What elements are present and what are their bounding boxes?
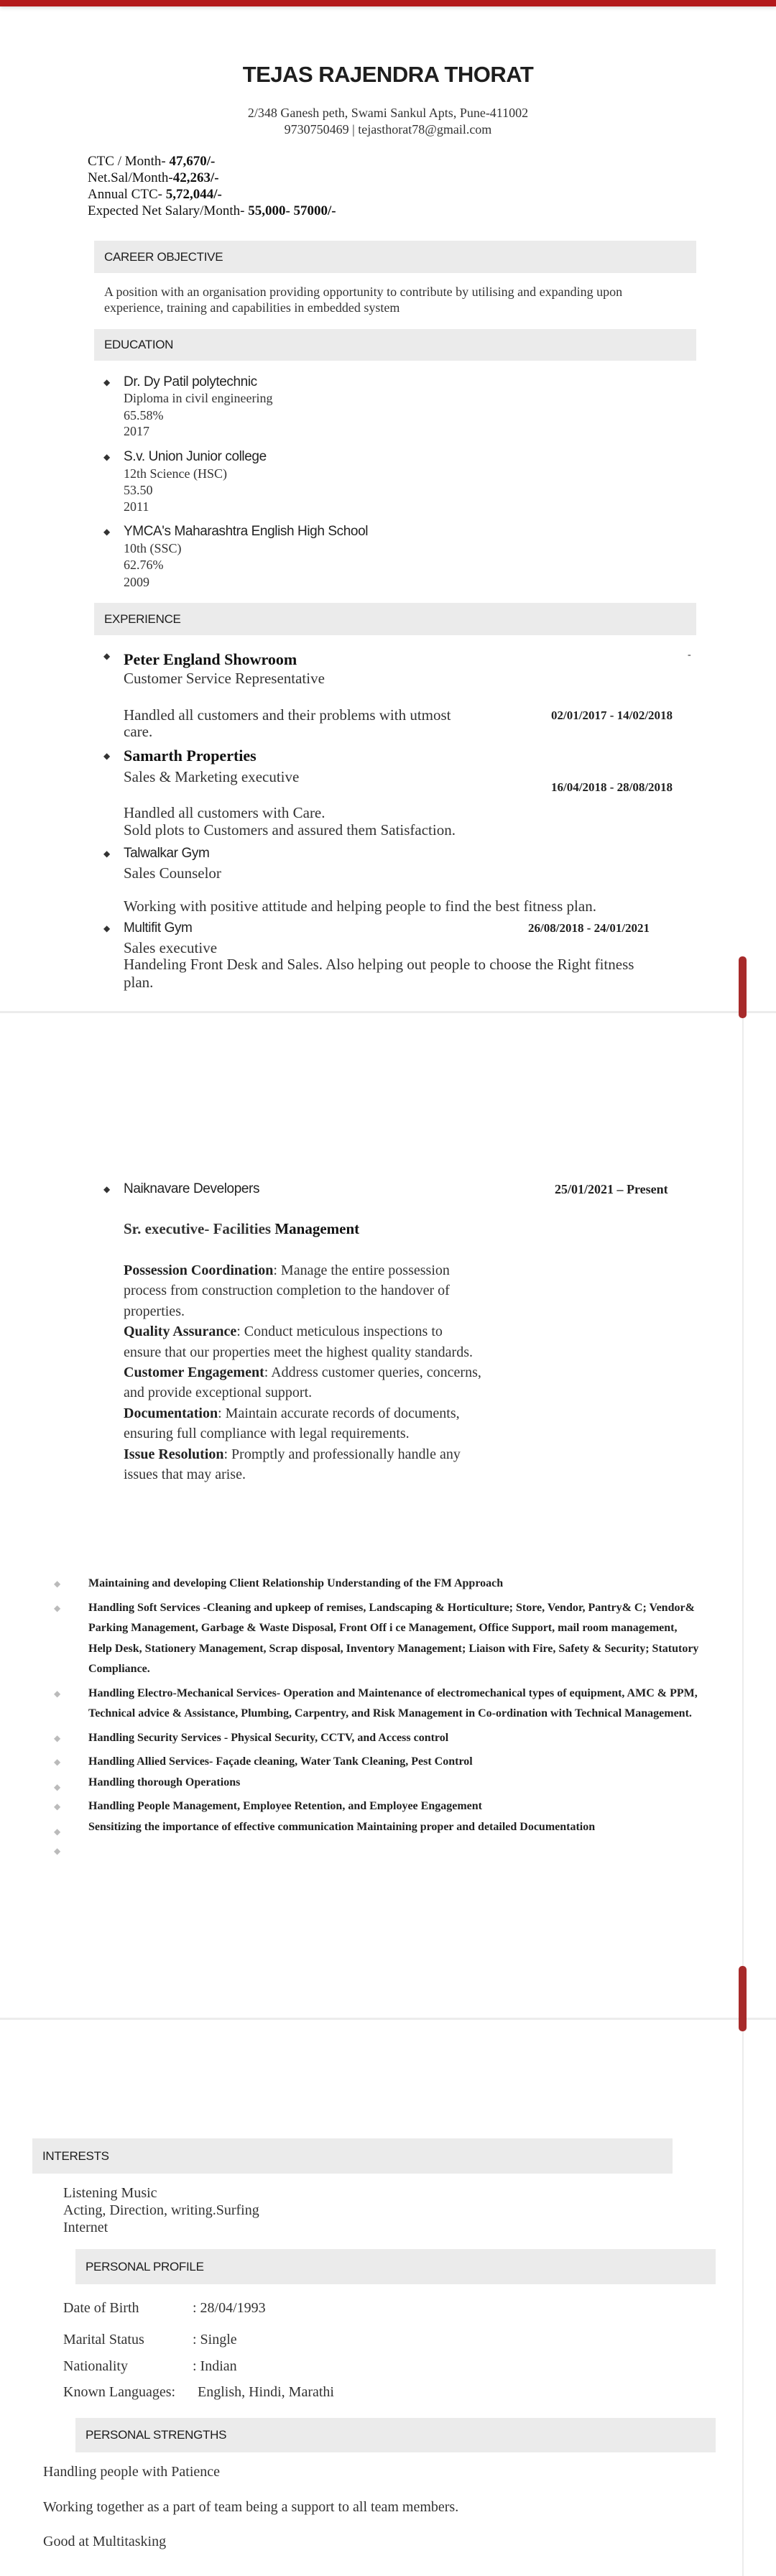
list-item <box>56 1684 703 1725</box>
experience-desc: Handeling Front Desk and Sales. Also helping out people to choose the Right fitness <box>124 956 634 973</box>
list-item-text: Handling People Management, Employee Retention, and Employee Engagement <box>88 1800 482 1812</box>
list-item <box>56 1752 703 1773</box>
bullet-icon: ◆ <box>54 1688 61 1699</box>
responsibilities-block <box>124 1260 483 1485</box>
section-header-experience <box>94 603 696 635</box>
salary-expected <box>88 204 336 218</box>
experience-org: Peter England Showroom <box>124 650 297 668</box>
list-item <box>56 1773 703 1793</box>
interest-item: Internet <box>63 2220 108 2235</box>
profile-label: Date of Birth <box>63 2300 139 2316</box>
experience-role: Sales executive <box>124 939 218 956</box>
strength-item: Handling people with Patience <box>43 2464 221 2480</box>
bullet-icon: ◆ <box>54 1826 61 1837</box>
list-item <box>56 1817 703 1838</box>
experience-role: Customer Service Representative <box>124 670 325 687</box>
education-year: 2017 <box>124 424 149 438</box>
page-break <box>0 1011 776 1013</box>
experience-mark: - <box>688 650 691 660</box>
responsibility-text: : Promptly and professionally handle any issues that may arise. <box>124 1446 461 1483</box>
list-item <box>56 1574 703 1594</box>
responsibility-text: : Address customer queries, concerns, and provide exceptional support. <box>124 1365 481 1401</box>
experience-org: Naiknavare Developers <box>124 1181 260 1196</box>
interest-item: Acting, Direction, writing.Surfing <box>63 2202 259 2218</box>
list-item <box>56 1728 703 1749</box>
list-item-text: Handling Allied Services- Façade cleaning, Water Tank Cleaning, Pest Control <box>88 1755 473 1768</box>
fm-duties-list <box>56 1574 703 1865</box>
list-item-text: Handling thorough Operations <box>88 1776 241 1788</box>
responsibility-label: Issue Resolution <box>124 1446 224 1462</box>
role-text: Management <box>274 1220 360 1237</box>
experience-desc: Working with positive attitude and helping people to find the best fitness plan. <box>124 897 596 915</box>
section-header-education <box>94 329 696 361</box>
list-item <box>56 1598 703 1680</box>
bullet-icon: ◆ <box>103 923 111 933</box>
experience-dates: 16/04/2018 - 28/08/2018 <box>551 780 673 794</box>
responsibility-label: Quality Assurance <box>124 1324 237 1340</box>
salary-label: CTC / Month- <box>88 154 170 169</box>
profile-label: Known Languages: <box>63 2384 176 2400</box>
bullet-icon: ◆ <box>54 1579 61 1589</box>
bullet-icon: ◆ <box>103 849 111 859</box>
education-year: 2009 <box>124 575 149 589</box>
bullet-icon: ◆ <box>54 1757 61 1767</box>
experience-org: Multifit Gym <box>124 920 193 936</box>
salary-value: 55,000- 57000/- <box>248 203 336 218</box>
education-school: Dr. Dy Patil polytechnic <box>124 374 257 389</box>
bullet-icon: ◆ <box>54 1846 61 1856</box>
salary-annual-ctc <box>88 188 222 201</box>
education-school: YMCA's Maharashtra English High School <box>124 524 369 539</box>
experience-role <box>124 1222 359 1237</box>
section-header-personal-profile <box>75 2249 716 2284</box>
responsibility-item <box>124 1321 483 1362</box>
address: 2/348 Ganesh peth, Swami Sankul Apts, Pune-411002 <box>247 106 529 120</box>
education-score: 62.76% <box>124 558 164 572</box>
education-course: Diploma in civil engineering <box>124 391 273 405</box>
education-score: 65.58% <box>124 408 164 423</box>
responsibility-text: : Conduct meticulous inspections to ensure that our properties meet the highest quality standards. <box>124 1324 473 1360</box>
experience-org: Samarth Properties <box>124 747 257 765</box>
scrollbar-thumb[interactable] <box>739 1966 747 2031</box>
profile-label: Marital Status <box>63 2332 144 2348</box>
strength-item: Working together as a part of team being a support to all team members. <box>43 2499 459 2515</box>
education-year: 2011 <box>124 499 149 514</box>
education-score: 53.50 <box>124 483 153 497</box>
education-course: 10th (SSC) <box>124 541 182 555</box>
profile-value: : Indian <box>193 2358 237 2374</box>
salary-ctc-month <box>88 154 215 168</box>
responsibility-label: Customer Engagement <box>124 1365 264 1381</box>
section-title: EXPERIENCE <box>104 611 181 626</box>
list-item-text: Sensitizing the importance of effective communication Maintaining proper and detailed Documentation <box>88 1820 596 1833</box>
contact-info: 9730750469 | tejasthorat78@gmail.com <box>284 122 492 137</box>
profile-value: : Single <box>193 2332 237 2348</box>
experience-desc: plan. <box>124 974 154 991</box>
experience-dates: 25/01/2021 – Present <box>555 1182 668 1196</box>
profile-value: : 28/04/1993 <box>193 2300 266 2316</box>
salary-value: 47,670/- <box>169 154 216 169</box>
list-item-text: Maintaining and developing Client Relationship Understanding of the FM Approach <box>88 1577 504 1589</box>
salary-label: Annual CTC- <box>88 187 166 202</box>
objective-line: experience, training and capabilities in embedded system <box>104 300 400 315</box>
section-title: INTERESTS <box>42 2148 109 2163</box>
responsibility-label: Possession Coordination <box>124 1262 274 1278</box>
page-break <box>0 2018 776 2020</box>
experience-dates: 26/08/2018 - 24/01/2021 <box>528 921 650 935</box>
interest-item: Listening Music <box>63 2185 157 2201</box>
section-title: EDUCATION <box>104 338 174 351</box>
responsibility-label: Documentation <box>124 1405 218 1421</box>
bullet-icon: ◆ <box>103 377 111 387</box>
section-title: PERSONAL PROFILE <box>86 2259 204 2273</box>
scrollbar-track[interactable] <box>742 1018 744 2576</box>
section-header-interests <box>32 2138 673 2174</box>
section-header-career-objective <box>94 241 696 273</box>
salary-value: 42,263/- <box>172 170 219 185</box>
experience-org: Talwalkar Gym <box>124 846 210 861</box>
objective-line: A position with an organisation providing opportunity to contribute by utilising and expanding upon <box>104 285 623 299</box>
salary-net-month <box>88 171 219 185</box>
section-title: CAREER OBJECTIVE <box>104 249 223 264</box>
salary-value: 5,72,044/- <box>165 187 222 202</box>
bullet-icon: ◆ <box>103 1184 111 1194</box>
profile-value: English, Hindi, Marathi <box>198 2384 334 2400</box>
section-header-personal-strengths <box>75 2418 716 2452</box>
education-school: S.v. Union Junior college <box>124 449 267 464</box>
responsibility-item <box>124 1362 483 1403</box>
responsibility-item <box>124 1444 483 1485</box>
role-text: Sr. executive- Facilities <box>124 1220 275 1237</box>
bullet-icon: ◆ <box>54 1602 61 1613</box>
experience-desc: Handled all customers with Care. <box>124 804 325 821</box>
bullet-icon: ◆ <box>54 1801 61 1811</box>
experience-desc: Handled all customers and their problems with utmost <box>124 706 451 724</box>
list-item-text: Handling Soft Services -Cleaning and upkeep of remises, Landscaping & Horticulture; Store, Vendor, Pantry& C; Vendor& Parking Management, Garbage & Waste Disposal, Front Off i ce Management, Office Support, mail room management, Help Desk, Stationery Management, Scrap disposal, Inventory Management; Liaison with Fire, Safety & Security; Statutory Compliance. <box>88 1601 699 1675</box>
bullet-icon: ◆ <box>103 452 111 462</box>
salary-label: Expected Net Salary/Month- <box>88 203 249 218</box>
list-item-text: Handling Electro-Mechanical Services- Operation and Maintenance of electromechanical types of equipment, AMC & PPM, Technical advice & Assistance, Plumbing, Carpentry, and Risk Management in Co-ordination with Technical Management. <box>88 1686 698 1719</box>
experience-desc: Sold plots to Customers and assured them Satisfaction. <box>124 821 456 839</box>
experience-dates: 02/01/2017 - 14/02/2018 <box>551 708 673 722</box>
strength-item: Good at Multitasking <box>43 2534 167 2549</box>
list-item <box>56 1841 703 1861</box>
bullet-icon: ◆ <box>54 1732 61 1743</box>
bullet-icon: ◆ <box>103 751 111 761</box>
responsibility-text: : Manage the entire possession process from construction completion to the handover of properties. <box>124 1262 450 1319</box>
experience-role: Sales & Marketing executive <box>124 768 300 785</box>
list-item <box>56 1796 703 1817</box>
responsibility-text: : Maintain accurate records of documents, ensuring full compliance with legal requirements. <box>124 1405 460 1442</box>
salary-label: Net.Sal/Month- <box>88 170 173 185</box>
bullet-icon: ◆ <box>103 527 111 537</box>
bullet-icon: ◆ <box>54 1781 61 1792</box>
responsibility-item <box>124 1260 483 1321</box>
responsibility-item <box>124 1403 483 1444</box>
section-title: PERSONAL STRENGTHS <box>86 2428 227 2442</box>
bullet-icon: ◆ <box>103 651 111 661</box>
candidate-name: TEJAS RAJENDRA THORAT <box>242 62 534 87</box>
top-accent-bar <box>0 0 776 6</box>
list-item-text: Handling Security Services - Physical Security, CCTV, and Access control <box>88 1731 449 1744</box>
experience-desc: care. <box>124 723 153 740</box>
experience-role: Sales Counselor <box>124 864 221 882</box>
scrollbar-thumb[interactable] <box>739 956 747 1018</box>
education-course: 12th Science (HSC) <box>124 466 227 481</box>
profile-label: Nationality <box>63 2358 128 2374</box>
